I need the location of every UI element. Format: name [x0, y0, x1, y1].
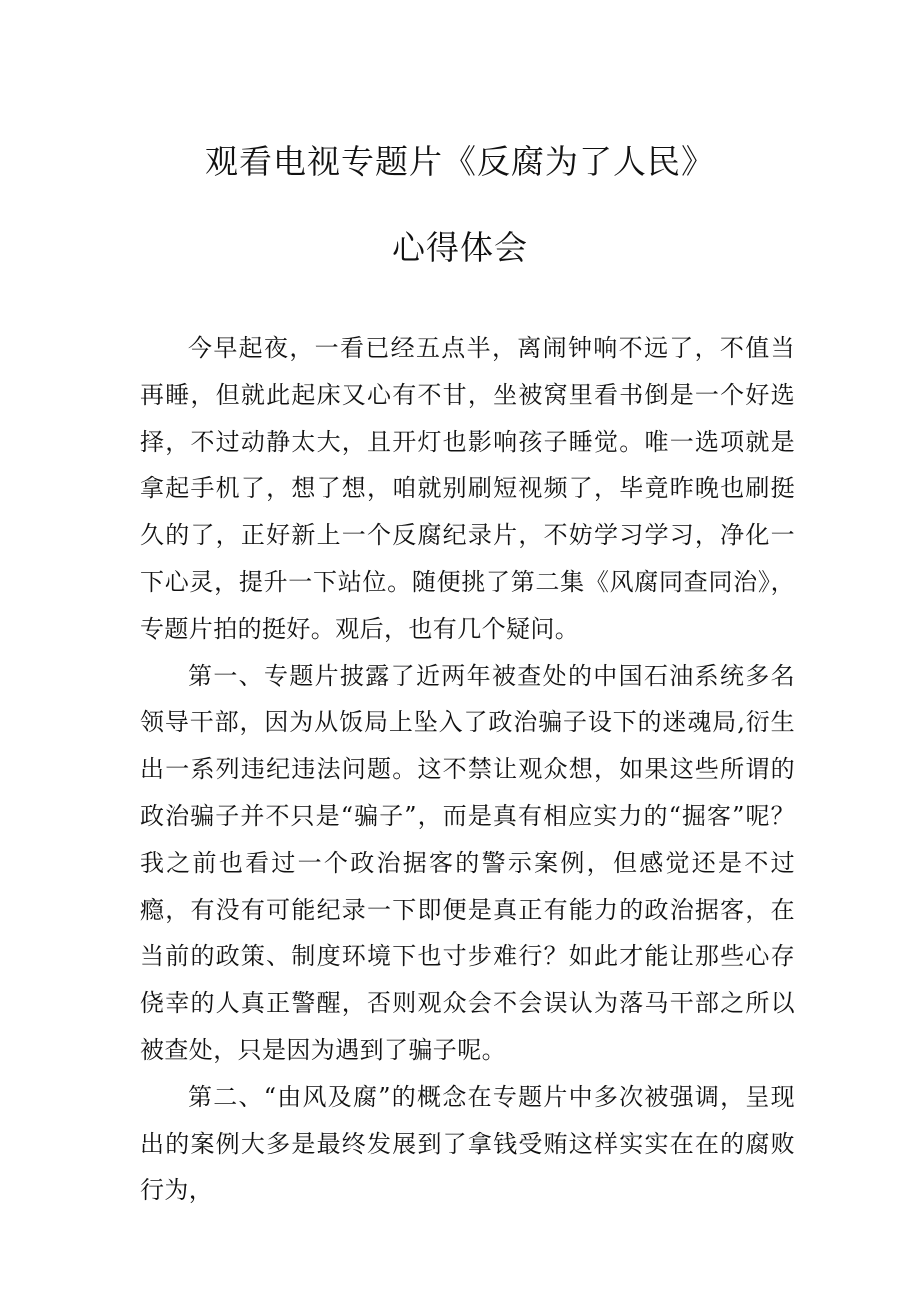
paragraph-1: 今早起夜，一看已经五点半，离闹钟响不远了，不值当再睡，但就此起床又心有不甘，坐被窝里看书倒是一个好选择，不过动静太大，且开灯也影响孩子睡觉。唯一选项就是拿起手机了，想了想，咱就别刷短视频了，毕竟昨晚也刷挺久的了，正好新上一个反腐纪录片，不妨学习学习，净化一下心灵，提升一下站位。随便挑了第二集《风腐同查同治》，专题片拍的挺好。观后，也有几个疑问。	[140, 334, 795, 643]
paragraph-3: 第二、“由风及腐”的概念在专题片中多次被强调，呈现出的案例大多是最终发展到了拿钱受贿这样实实在在的腐败行为，	[140, 1082, 795, 1205]
document-title-line-1: 观看电视专题片《反腐为了人民》	[205, 142, 715, 181]
document-title-line-2: 心得体会	[392, 228, 528, 267]
document-body	[140, 325, 795, 1214]
paragraph-2: 第一、专题片披露了近两年被查处的中国石油系统多名领导干部，因为从饭局上坠入了政治骗子设下的迷魂局,衍生出一系列违纪违法问题。这不禁让观众想，如果这些所谓的政治骗子并不只是“骗子”，而是真有相应实力的“掘客”呢？我之前也看过一个政治据客的警示案例，但感觉还是不过瘾，有没有可能纪录一下即便是真正有能力的政治据客，在当前的政策、制度环境下也寸步难行？如此才能让那些心存侥幸的人真正警醒，否则观众会不会误认为落马干部之所以被查处，只是因为遇到了骗子呢。	[140, 661, 795, 1064]
